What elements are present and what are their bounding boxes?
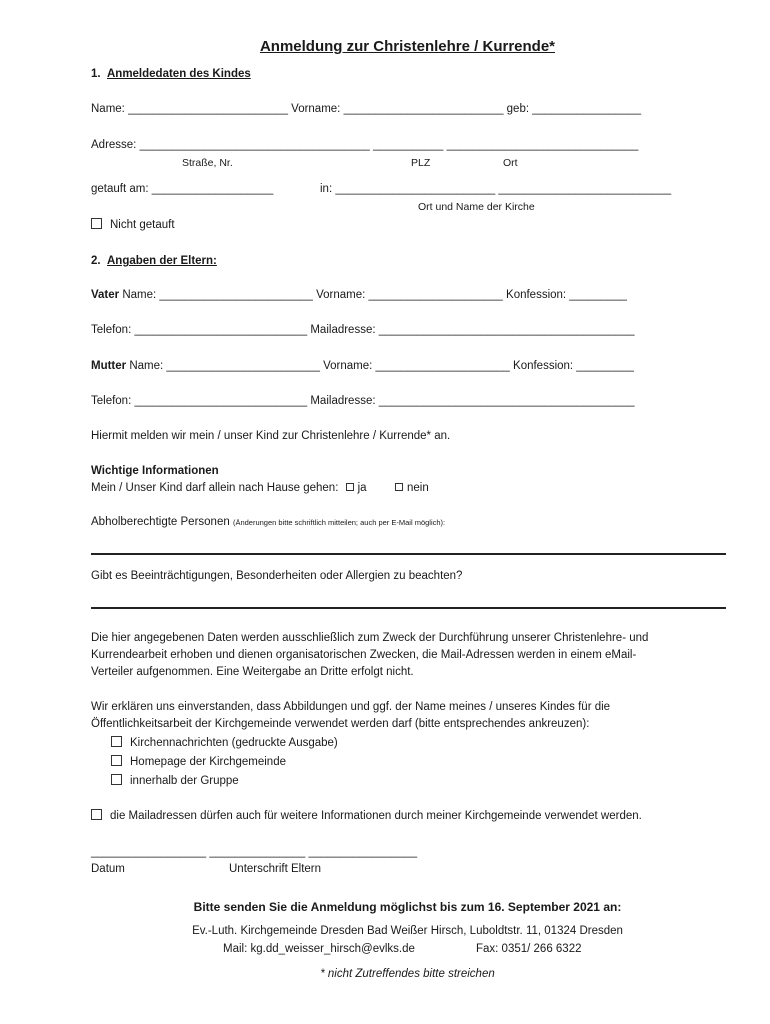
no-checkbox-icon[interactable] bbox=[395, 483, 403, 491]
section-1-heading: 1. Anmeldedaten des Kindes bbox=[91, 68, 251, 80]
date-label: Datum bbox=[91, 863, 125, 875]
checkbox-icon[interactable] bbox=[111, 755, 122, 766]
page-title: Anmeldung zur Christenlehre / Kurrende* bbox=[259, 38, 556, 55]
child-address-row[interactable]: Adresse: ____________________________________ ___________ ______________________________ bbox=[91, 139, 639, 151]
signature-lines[interactable]: __________________ _______________ _________________ bbox=[91, 846, 418, 858]
parish-fax: Fax: 0351/ 266 6322 bbox=[476, 943, 582, 955]
signature-label: Unterschrift Eltern bbox=[229, 863, 322, 875]
baptized-date-row[interactable]: getauft am: ___________________ bbox=[91, 183, 274, 195]
consent-option-homepage[interactable]: Homepage der Kirchgemeinde bbox=[111, 755, 286, 768]
footnote: * nicht Zutreffendes bitte streichen bbox=[320, 968, 495, 980]
privacy-paragraph: Die hier angegebenen Daten werden ausschließlich zum Zweck der Durchführung unserer Christenlehre- und Kurrendearbeit erhoben und dienen organisatorischen Zwecken, die Mail-Adressen werden in einem eMail- Verteiler aufgenommen. Eine Weitergabe an Dritte erfolgt nicht. bbox=[91, 632, 649, 678]
checkbox-icon[interactable] bbox=[111, 736, 122, 747]
section-2-heading: 2. Angaben der Eltern: bbox=[91, 255, 217, 267]
parish-address: Ev.-Luth. Kirchgemeinde Dresden Bad Weißer Hirsch, Luboldtstr. 11, 01324 Dresden bbox=[192, 925, 623, 937]
mother-row[interactable]: Mutter Name: ________________________ Vorname: _____________________ Konfession: _________ bbox=[91, 360, 634, 372]
parish-mail: Mail: kg.dd_weisser_hirsch@evlks.de bbox=[223, 943, 415, 955]
baptized-place-row[interactable]: in: _________________________ ___________________________ bbox=[320, 183, 672, 195]
pickup-persons-label: Abholberechtigte Personen (Änderungen bitte schriftlich mitteilen; auch per E-Mail möglich): bbox=[91, 516, 446, 528]
child-name-row[interactable]: Name: _________________________ Vorname: _________________________ geb: _________________ bbox=[91, 103, 641, 115]
consent-paragraph: Wir erklären uns einverstanden, dass Abbildungen und ggf. der Name meines / unseres Kindes für die Öffentlichkeitsarbeit der Kirchgemeinde verwendet werden darf (bitte entsprechendes ankreuzen): bbox=[91, 701, 611, 730]
pickup-persons-line[interactable] bbox=[91, 553, 726, 555]
consent-option-newsletter[interactable]: Kirchennachrichten (gedruckte Ausgabe) bbox=[111, 736, 338, 749]
checkbox-icon[interactable] bbox=[111, 774, 122, 785]
label-plz: PLZ bbox=[411, 157, 431, 169]
yes-checkbox-icon[interactable] bbox=[346, 483, 354, 491]
father-phone-row[interactable]: Telefon: ___________________________ Mailadresse: ________________________________________ bbox=[91, 324, 635, 336]
label-church: Ort und Name der Kirche bbox=[418, 201, 535, 213]
father-row[interactable]: Vater Name: ________________________ Vorname: _____________________ Konfession: _________ bbox=[91, 289, 627, 301]
deadline-notice: Bitte senden Sie die Anmeldung möglichst bis zum 16. September 2021 an: bbox=[193, 900, 622, 914]
allergies-question: Gibt es Beeinträchtigungen, Besonderheiten oder Allergien zu beachten? bbox=[91, 570, 463, 582]
go-home-question: Mein / Unser Kind darf allein nach Hause gehen: ja nein bbox=[91, 482, 429, 494]
checkbox-icon[interactable] bbox=[91, 218, 102, 229]
label-ort: Ort bbox=[503, 157, 518, 169]
mother-phone-row[interactable]: Telefon: ___________________________ Mailadresse: ________________________________________ bbox=[91, 395, 635, 407]
not-baptized-checkbox[interactable]: Nicht getauft bbox=[91, 218, 175, 231]
mail-consent-checkbox[interactable]: die Mailadressen dürfen auch für weitere Informationen durch meiner Kirchgemeinde verwendet werden. bbox=[91, 809, 642, 822]
important-heading: Wichtige Informationen bbox=[91, 465, 219, 477]
allergies-line[interactable] bbox=[91, 607, 726, 609]
label-street: Straße, Nr. bbox=[182, 157, 233, 169]
checkbox-icon[interactable] bbox=[91, 809, 102, 820]
registration-statement: Hiermit melden wir mein / unser Kind zur Christenlehre / Kurrende* an. bbox=[91, 430, 451, 442]
consent-option-group[interactable]: innerhalb der Gruppe bbox=[111, 774, 239, 787]
